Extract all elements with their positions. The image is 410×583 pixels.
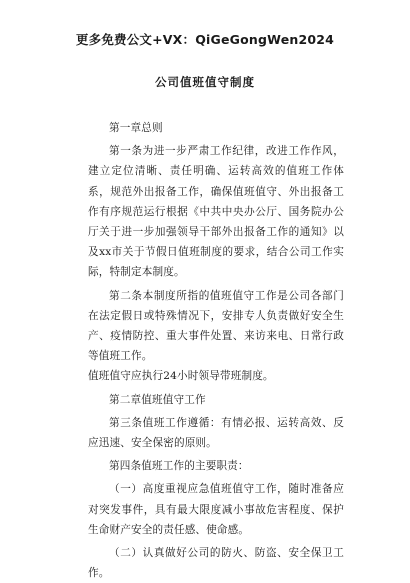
article-4-paragraph: 第四条值班工作的主要职责：: [109, 460, 249, 473]
duty-item-2: （二）认真做好公司的防火、防盗、安全保卫工作。: [88, 547, 344, 580]
article-2-paragraph: 第二条本制度所指的值班值守工作是公司各部门在法定假日或特殊情况下，安排专人负责做好安全生产、疫情防控、重大事件处置、来访来电、日常行政等值班工作。: [88, 289, 344, 363]
article-1-paragraph: 第一条为进一步严肃工作纪律，改进工作作风，建立定位清晰、责任明确、运转高效的值班工作体系，规范外出报备工作，确保值班值守、外出报备工作有序规范运行根据《中共中央办公厅、国务院办公厅关于进一步加强领导干部外出报备工作的通知》以及xx市关于节假日值班制度的要求，结合公司工作实际，特制定本制度。: [88, 145, 344, 279]
chapter-2-heading: 第二章值班值守工作: [109, 393, 206, 406]
document-body: [88, 118, 344, 583]
duty-item-1: （一）高度重视应急值班值守工作，随时准备应对突发事件，具有最大限度减小事故危害程度、保护生命财产安全的责任感、使命感。: [88, 483, 344, 536]
document-title: 公司值班值守制度: [155, 75, 255, 89]
chapter-1-heading: 第一章总则: [109, 122, 163, 134]
promo-banner: 更多免费公文+VX：QiGeGongWen2024: [75, 32, 335, 47]
article-3-paragraph: 第三条值班工作遵循：有情必报、运转高效、反应迅速、安全保密的原则。: [88, 416, 344, 450]
article-2-continuation: 值班值守应执行24小时领导带班制度。: [88, 370, 274, 383]
